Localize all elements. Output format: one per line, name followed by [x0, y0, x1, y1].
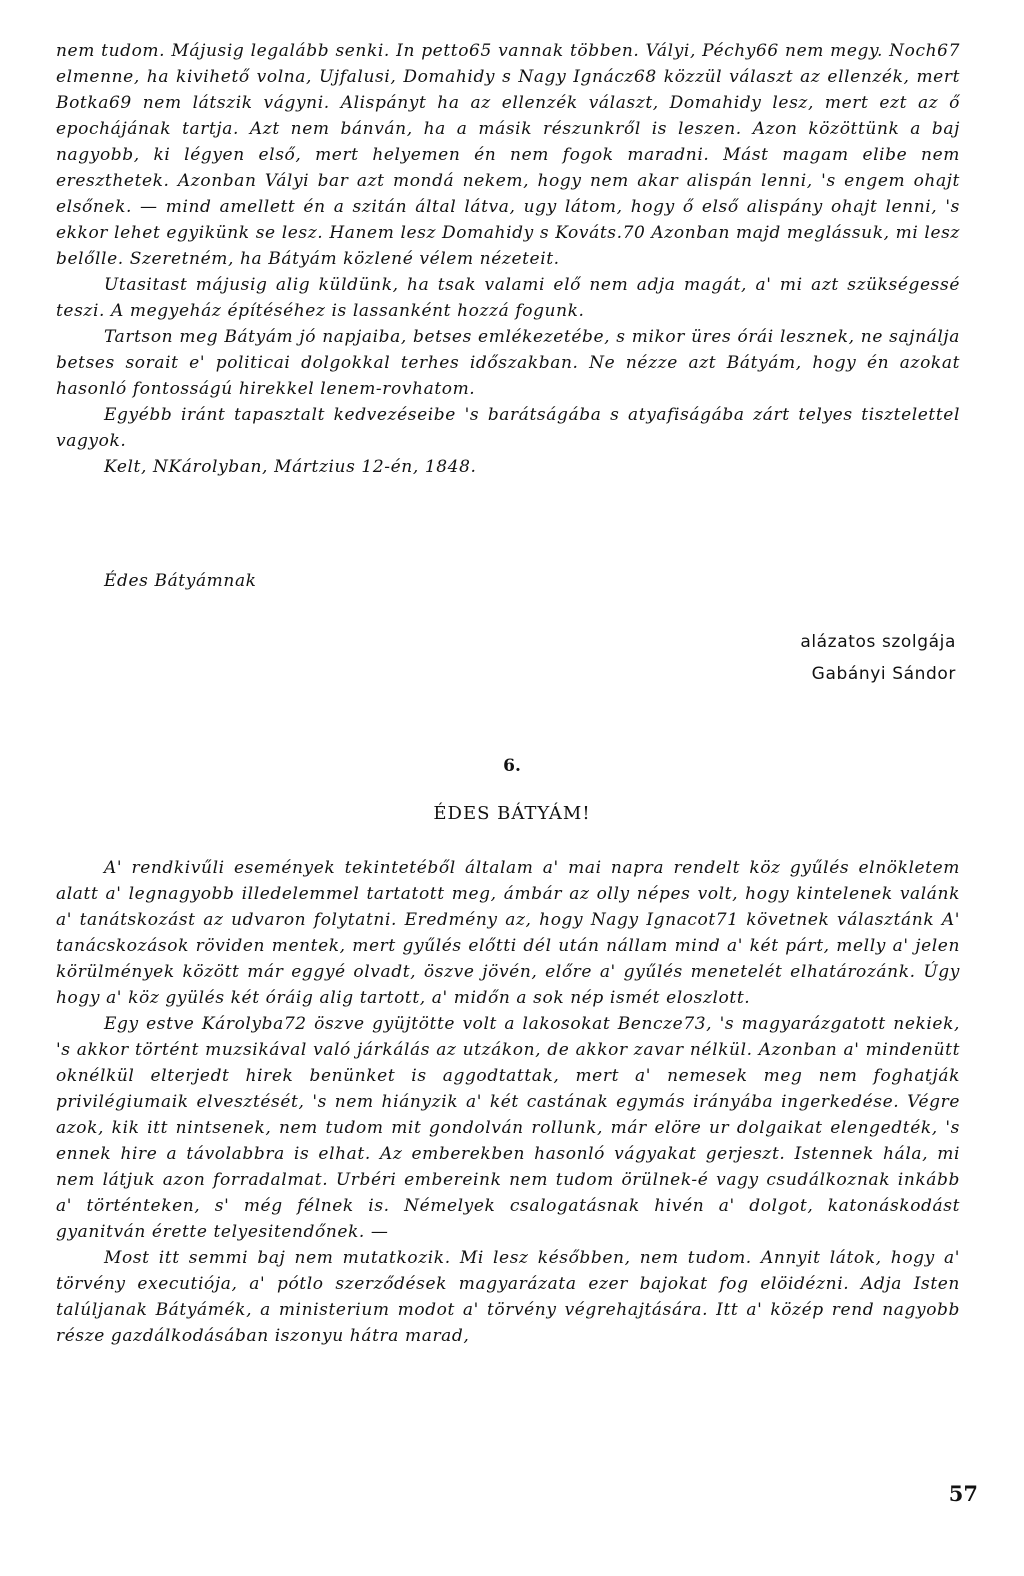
paragraph: nem tudom. Májusig legalább senki. In petto65 vannak többen. Vályi, Péchy66 nem megy. Noch67 elmenne, ha kivihető volna, Ujfalusi, Domahidy s Nagy Ignácz68 közzül választ az ellenzék, mert Botka69 nem látszik vágyni. Alispányt ha az ellenzék választ, Domahidy lesz, mert ezt az ő epochájának tartja. Azt nem bánván, ha a másik részunkről is leszen. Azon közöttünk a baj nagyobb, ki légyen első, mert helyemen én nem fogok maradni. Mást magam elibe nem ereszthetek. Azonban Vályi bar azt mondá nekem, hogy nem akar alispán lenni, 's engem ohajt elsőnek. — mind amellett én a szitán által látva, ugy látom, hogy ő első alispány ohajt lenni, 's ekkor lehet egyikünk se lesz. Hanem lesz Domahidy s Kováts.70 Azonban majd meglássuk, mi lesz belőlle. Szeretném, ha Bátyám közlené vélem nézeteit. — [56, 41, 960, 269]
letter-2-body — [56, 855, 960, 1349]
letter-1-body — [56, 38, 960, 480]
letter-number: 6. — [503, 756, 521, 776]
date-line: Kelt, NKárolyban, Mártzius 12-én, 1848. — [104, 457, 477, 477]
signature-name: Gabányi Sándor — [811, 664, 956, 684]
paragraph: Egy estve Károlyba72 öszve gyüjtötte volt a lakosokat Bencze73, 's magyarázgatott nekiek, 's akkor történt muzsikával való járkálás az utzákon, de akkor zavar nélkül. Azonban a' mindenütt oknélkül elterjedt hirek benünket is aggodtattak, mert a' nemesek meg nem foghatják privilégiumaik elvesztését, 's nem hiányzik a' két castának egymás irányába ingerkedése. Végre azok, kik itt nintsenek, nem tudom mit gondolván rollunk, már elöre ur dolgaikat elengedték, 's ennek hire a távolabbra is elhat. Az emberekben hasonló vágyakat gerjeszt. Istennek hála, mi nem látjuk azon forradalmat. Urbéri embereink nem tudom örülnek-é vagy csudálkoznak inkább a' történteken, s' még félnek is. Némelyek csalogatásnak hivén a' dolgot, katonáskodást gyanitván érette telyesitendőnek. — — [56, 1014, 960, 1242]
paragraph: Utasitast májusig alig küldünk, ha tsak valami elő nem adja magát, a' mi azt szükségessé teszi. A megyeház építéséhez is lassanként hozzá fogunk. — [56, 275, 960, 321]
paragraph: A' rendkivűli események tekintetéből általam a' mai napra rendelt köz gyűlés elnökletem alatt a' legnagyobb illedelemmel tartatott meg, ámbár az olly népes volt, hogy kintelenek valánk a' tanátskozást az udvaron folytatni. Eredmény az, hogy Nagy Ignacot71 követnek választánk A' tanácskozások röviden mentek, mert gyűlés előtti dél után nállam mind a' két párt, melly a' jelen körülmények között már eggyé olvadt, öszve jövén, előre a' gyűlés menetelét elhatározánk. Úgy hogy a' köz gyülés két óráig alig tartott, a' midőn a sok nép ismét eloszlott. — [56, 858, 960, 1008]
page-number: 57 — [948, 1481, 978, 1506]
closing-salutation: Édes Bátyámnak — [104, 571, 257, 591]
letter-heading: ÉDES BÁTYÁM! — [433, 803, 591, 824]
paragraph: Egyébb iránt tapasztalt kedvezéseibe 's barátságába s atyafiságába zárt telyes tisztelettel vagyok. — [56, 405, 960, 451]
paragraph: Most itt semmi baj nem mutatkozik. Mi lesz későbben, nem tudom. Annyit látok, hogy a' törvény executiója, a' pótlo szerződések magyarázata ezer bajokat fog elöidézni. Adja Isten talúljanak Bátyámék, a ministerium modot a' törvény végrehajtására. Itt a' közép rend nagyobb része gazdálkodásában iszonyu hátra marad, — [56, 1248, 960, 1346]
signature-line: alázatos szolgája — [800, 632, 956, 652]
paragraph: Tartson meg Bátyám jó napjaiba, betses emlékezetébe, s mikor üres órái lesznek, ne sajnálja betses sorait e' politicai dolgokkal terhes időszakban. Ne nézze azt Bátyám, hogy én azokat hasonló fontosságú hirekkel lenem-rovhatom. — [56, 327, 960, 399]
